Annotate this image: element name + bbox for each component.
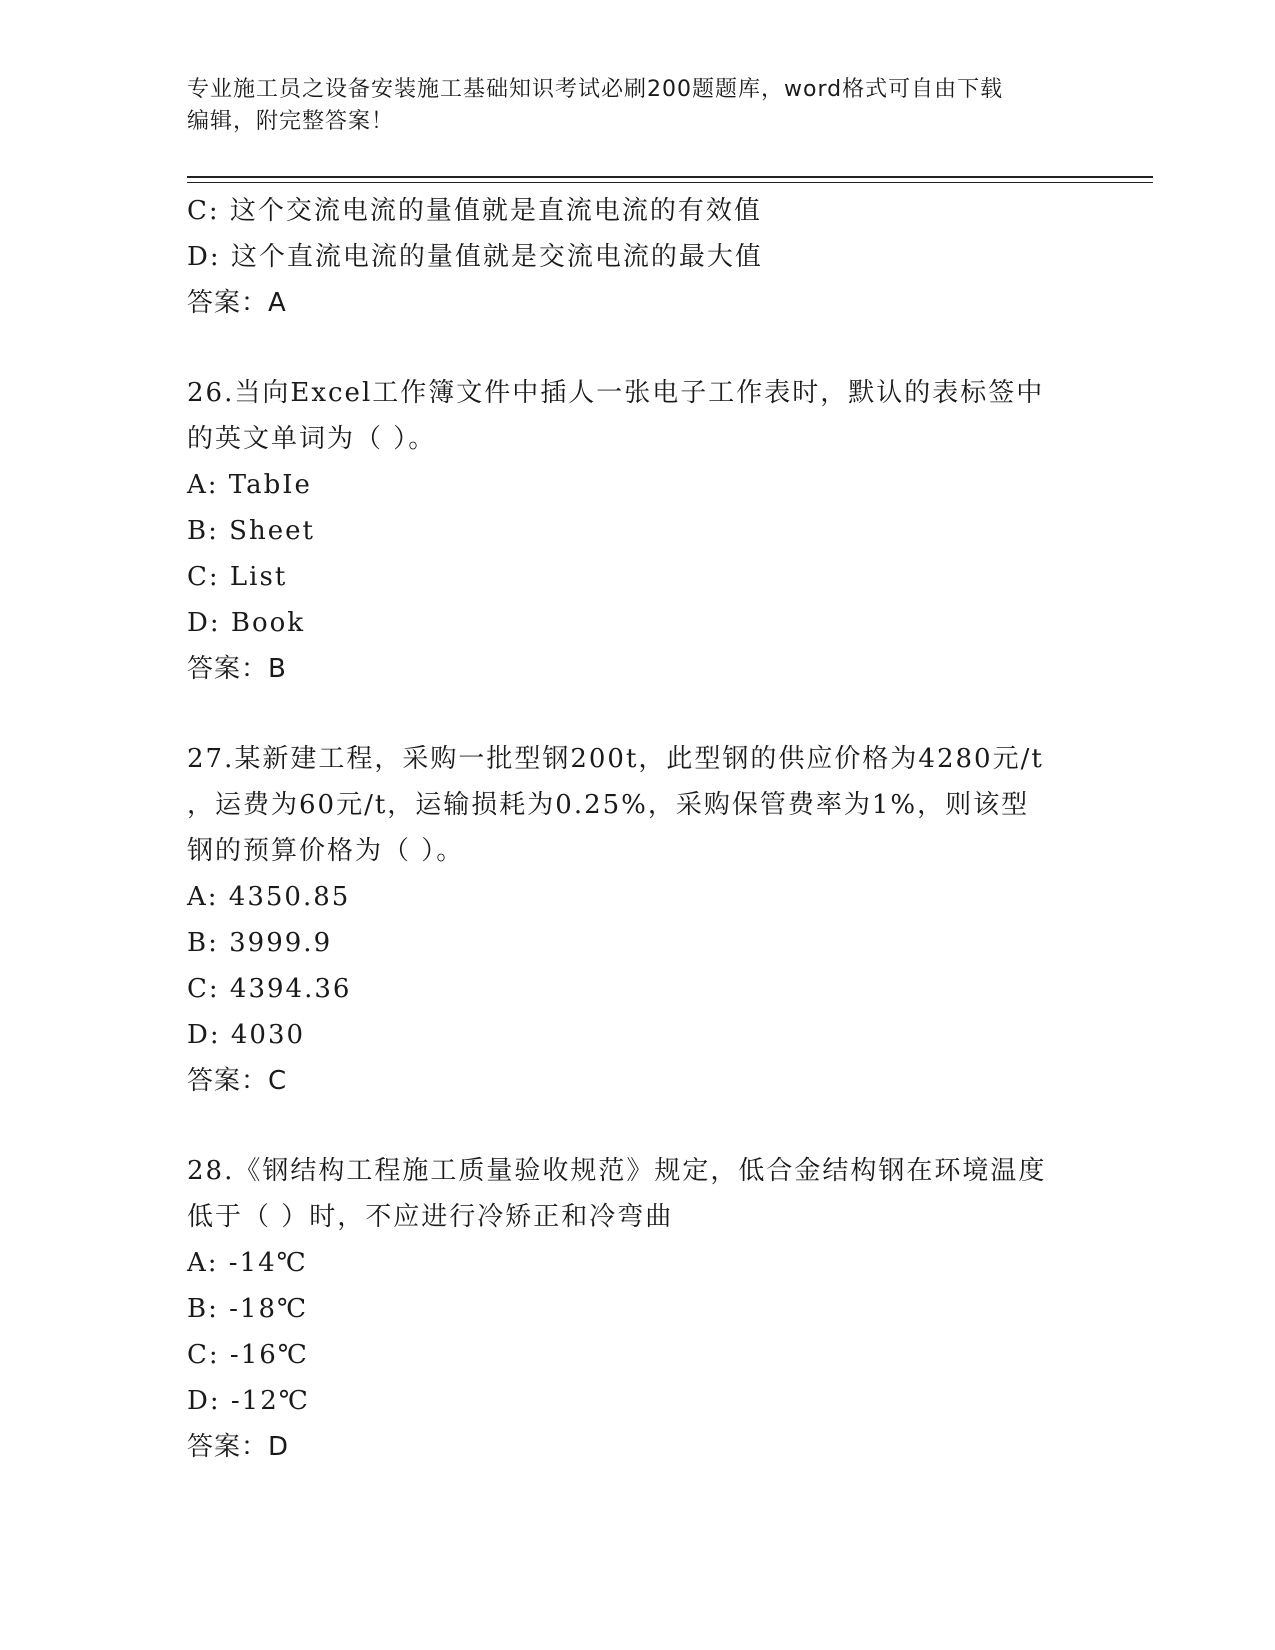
option-d: D: 4030 [187,1020,306,1050]
option-a: A: -14℃ [187,1248,308,1278]
answer: 答案：C [187,1066,288,1096]
option-b: B: Sheet [187,516,315,546]
header-rule-bottom [187,182,1153,183]
option-d: D: 这个直流电流的量值就是交流电流的最大值 [187,242,763,272]
answer: 答案：D [187,1432,290,1462]
question-28 [187,1148,1087,1470]
option-d: D: Book [187,608,306,638]
question-text-line-2: 的英文单词为（ ）。 [187,424,437,454]
answer: 答案：A [187,288,287,318]
option-b: B: -18℃ [187,1294,309,1324]
question-text-line-2: ，运费为60元/t，运输损耗为0.25%，采购保管费率为1%，则该型 [187,790,1030,820]
question-text-line-1: 27.某新建工程，采购一批型钢200t，此型钢的供应价格为4280元/t [187,744,1044,774]
previous-question-tail [187,188,1087,326]
header-rule-top [187,176,1153,178]
question-content [187,188,1087,1470]
option-b: B: 3999.9 [187,928,333,958]
document-header [187,74,1087,138]
option-c: C: 这个交流电流的量值就是直流电流的有效值 [187,196,762,226]
option-a: A: 4350.85 [187,882,351,912]
question-text-line-2: 低于（ ）时，不应进行冷矫正和冷弯曲 [187,1202,674,1232]
option-c: C: List [187,562,288,592]
option-a: A: TabIe [187,470,312,500]
question-text-line-1: 26.当向Excel工作簿文件中插人一张电子工作表时，默认的表标签中 [187,378,1045,408]
option-c: C: 4394.36 [187,974,352,1004]
option-d: D: -12℃ [187,1386,310,1416]
option-c: C: -16℃ [187,1340,309,1370]
question-27 [187,736,1087,1104]
spacer [187,326,1087,370]
answer: 答案：B [187,654,287,684]
spacer [187,1104,1087,1148]
question-text-line-3: 钢的预算价格为（ ）。 [187,836,465,866]
question-text-line-1: 28.《钢结构工程施工质量验收规范》规定，低合金结构钢在环境温度 [187,1156,1047,1186]
question-26 [187,370,1087,692]
spacer [187,692,1087,736]
header-line-1: 专业施工员之设备安装施工基础知识考试必刷200题题库，word格式可自由下载 [187,77,1004,102]
header-line-2: 编辑，附完整答案！ [187,109,395,134]
